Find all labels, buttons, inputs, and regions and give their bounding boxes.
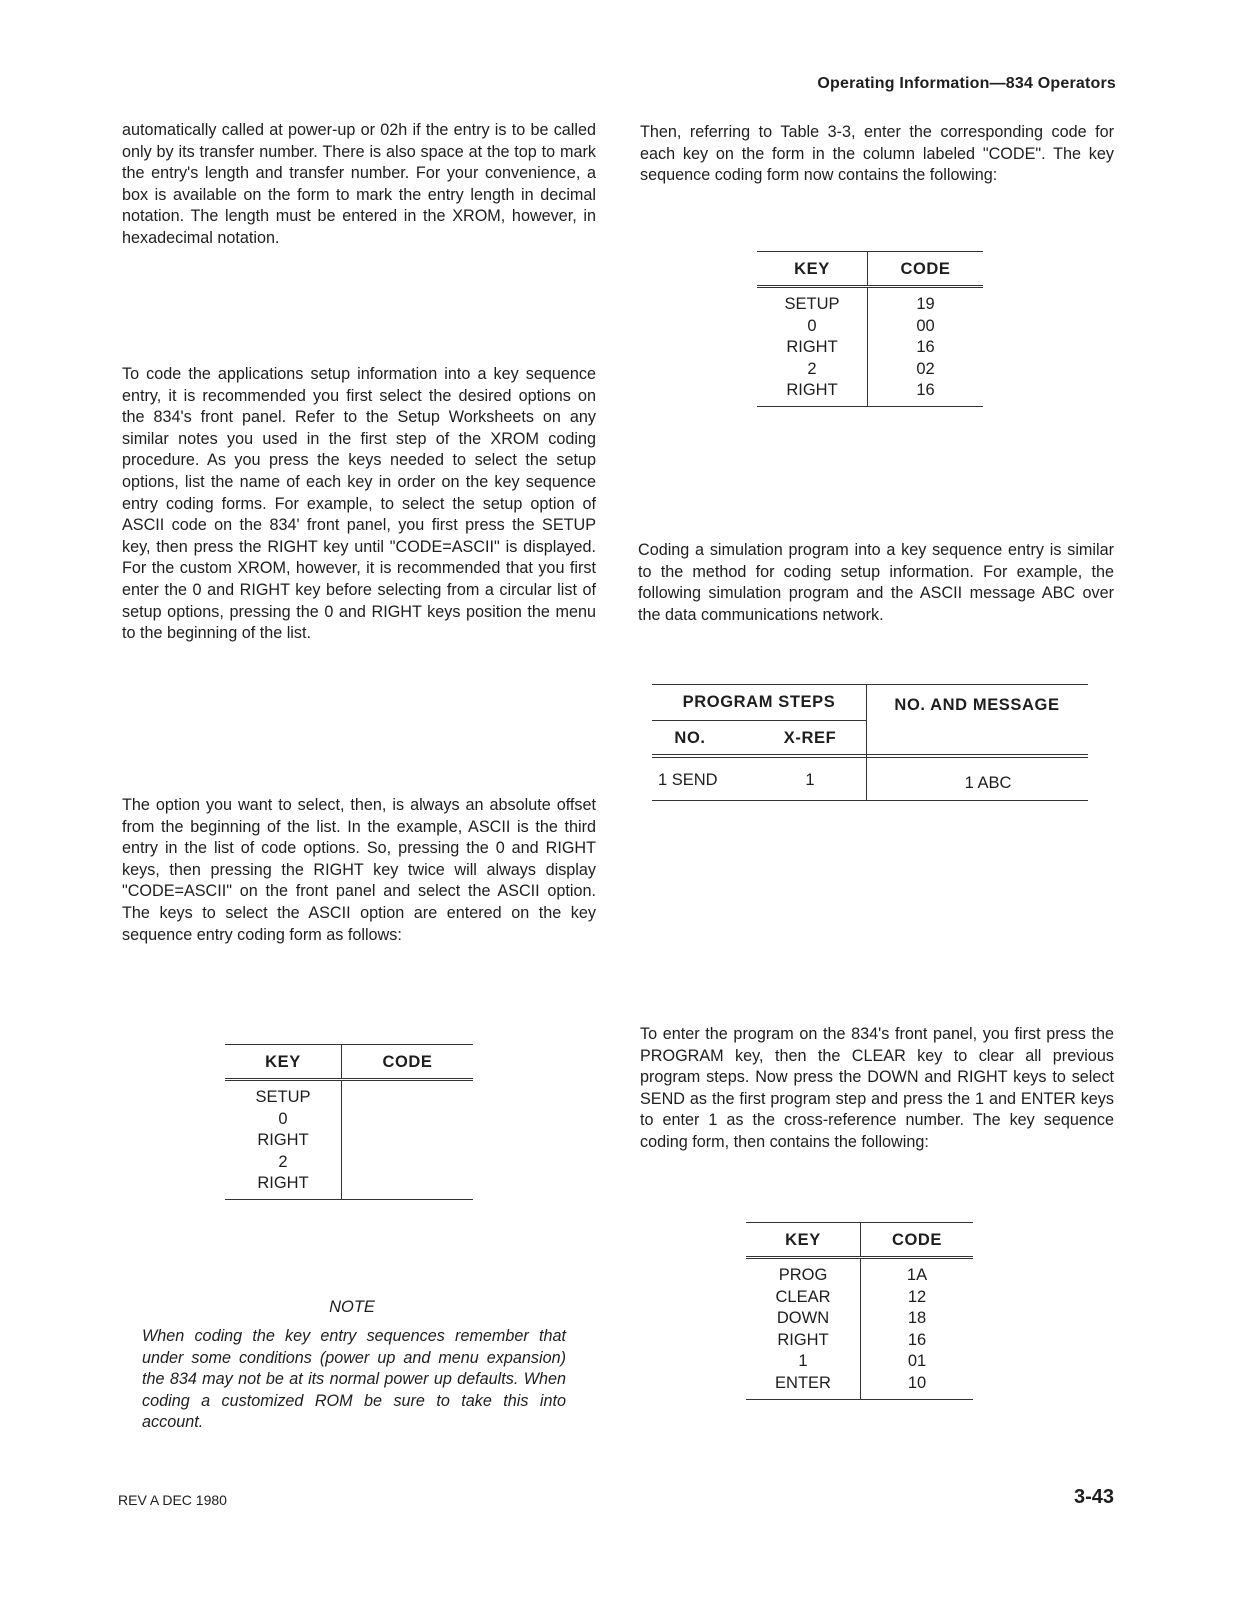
rule-bottom [652, 800, 1088, 801]
table-row [746, 1373, 973, 1399]
table-row [757, 287, 983, 316]
key-cell: RIGHT [225, 1173, 342, 1199]
key-cell: RIGHT [225, 1130, 342, 1152]
key-cell: SETUP [757, 287, 868, 316]
key-cell: RIGHT [746, 1330, 861, 1352]
table-row [746, 1308, 973, 1330]
key-code-table-program [746, 1222, 973, 1400]
note-title: NOTE [329, 1298, 375, 1316]
code-cell [342, 1130, 474, 1152]
right-paragraph-2: Coding a simulation program into a key sequence entry is similar to the method for coding setup information. For example, the following simulation program and the ASCII message ABC over the data communications network. [638, 541, 1114, 624]
code-cell: 16 [907, 1330, 927, 1349]
table-row [757, 316, 983, 338]
key-cell: RIGHT [757, 380, 868, 406]
code-cell [342, 1173, 474, 1199]
running-header: Operating Information—834 Operators [817, 75, 1116, 92]
row-xref: 1 [805, 771, 815, 789]
col-key-header: KEY [225, 1045, 342, 1080]
left-paragraph-3: The option you want to select, then, is always an absolute offset from the beginning of the list. In the example, ASCII is the third entry in the list of code options. So, pressing the 0 and RIGHT keys, then pressing the RIGHT key twice will always display "CODE=ASCII" on the front panel and select the ASCII option. The keys to select the ASCII option are entered on the key sequence entry coding form as follows: [122, 796, 596, 944]
code-cell: 00 [916, 316, 935, 335]
key-cell: DOWN [746, 1308, 861, 1330]
col-key-header: KEY [757, 252, 868, 287]
rule-header-bottom-1 [652, 754, 1088, 755]
code-cell: 16 [916, 338, 935, 357]
code-cell: 02 [916, 359, 935, 378]
col-code-header: CODE [900, 260, 951, 278]
no-and-message-header: NO. AND MESSAGE [894, 696, 1060, 714]
table-row [225, 1152, 473, 1174]
right-paragraph-3: To enter the program on the 834's front panel, you first press the PROGRAM key, then the CLEAR key to clear all previous program steps. Now press the DOWN and RIGHT keys to select SEND as the first program step and press the 1 and ENTER keys to enter 1 as the cross-reference number. The key sequence coding form, then contains the following: [640, 1025, 1114, 1151]
col-code-header: CODE [382, 1053, 433, 1071]
table-row [225, 1130, 473, 1152]
table-row [746, 1258, 973, 1287]
right-paragraph-1: Then, referring to Table 3-3, enter the corresponding code for each key on the form in the column labeled "CODE". The key sequence coding form now contains the following: [640, 123, 1114, 185]
code-cell: 12 [907, 1287, 927, 1306]
table-row [225, 1080, 473, 1109]
revision-footer: REV A DEC 1980 [118, 1492, 227, 1508]
table-row [746, 1287, 973, 1309]
table-row [757, 380, 983, 406]
key-cell: 2 [757, 359, 868, 381]
key-cell: PROG [746, 1258, 861, 1287]
no-subheader: NO. [674, 729, 706, 747]
code-cell: 16 [868, 380, 984, 406]
rule-header-bottom-2 [652, 757, 1088, 758]
xref-subheader: X-REF [783, 729, 837, 747]
code-cell [342, 1080, 474, 1109]
key-code-table-setup [757, 251, 983, 407]
code-cell [342, 1109, 474, 1131]
program-steps-header: PROGRAM STEPS [682, 693, 836, 711]
program-steps-table [652, 684, 1088, 802]
code-cell: 10 [861, 1373, 974, 1399]
code-cell [342, 1152, 474, 1174]
col-code-header: CODE [891, 1231, 943, 1249]
code-cell: 19 [916, 295, 935, 313]
key-cell: RIGHT [757, 337, 868, 359]
rule-top [652, 684, 1088, 685]
code-cell: 18 [907, 1309, 927, 1328]
key-cell: CLEAR [746, 1287, 861, 1309]
col-key-header: KEY [746, 1223, 861, 1258]
table-row [225, 1173, 473, 1199]
code-cell: 01 [907, 1352, 927, 1371]
key-cell: 0 [757, 316, 868, 338]
key-cell: SETUP [225, 1080, 342, 1109]
left-paragraph-1: automatically called at power-up or 02h if the entry is to be called only by its transfer number. There is also space at the top to mark the entry's length and transfer number. For your convenience, a box is available on the form to mark the entry length in decimal notation. The length must be entered in the XROM, however, in hexadecimal notation. [122, 121, 596, 247]
page-number: 3-43 [1073, 1486, 1114, 1508]
key-code-table-setup-blank [225, 1044, 473, 1200]
table-row [757, 337, 983, 359]
key-cell: 1 [746, 1351, 861, 1373]
key-cell: 2 [225, 1152, 342, 1174]
key-cell: ENTER [746, 1373, 861, 1399]
table-row [757, 359, 983, 381]
note-body: When coding the key entry sequences remember that under some conditions (power up and menu expansion) the 834 may not be at its normal power up defaults. When coding a customized ROM be sure to take this into account. [142, 1327, 566, 1432]
key-cell: 0 [225, 1109, 342, 1131]
table-row [746, 1351, 973, 1373]
left-paragraph-2: To code the applications setup information into a key sequence entry, it is recommended you first select the desired options on the 834's front panel. Refer to the Setup Worksheets on any similar notes you used in the first step of the XROM coding procedure. As you press the keys needed to select the setup options, list the name of each key in order on the key sequence entry coding forms. For example, to select the setup option of ASCII code on the 834' front panel, you first press the SETUP key, then press the RIGHT key until "CODE=ASCII" is displayed. For the custom XROM, however, it is recommended that you first enter the 0 and RIGHT key before selecting from a circular list of setup options, pressing the 0 and RIGHT keys position the menu to the beginning of the list. [122, 365, 596, 643]
row-no: 1 SEND [658, 771, 718, 789]
code-cell: 1A [906, 1266, 928, 1284]
table-row [746, 1330, 973, 1352]
row-message: 1 ABC [964, 774, 1012, 792]
rule-sub [652, 720, 866, 721]
table-row [225, 1109, 473, 1131]
